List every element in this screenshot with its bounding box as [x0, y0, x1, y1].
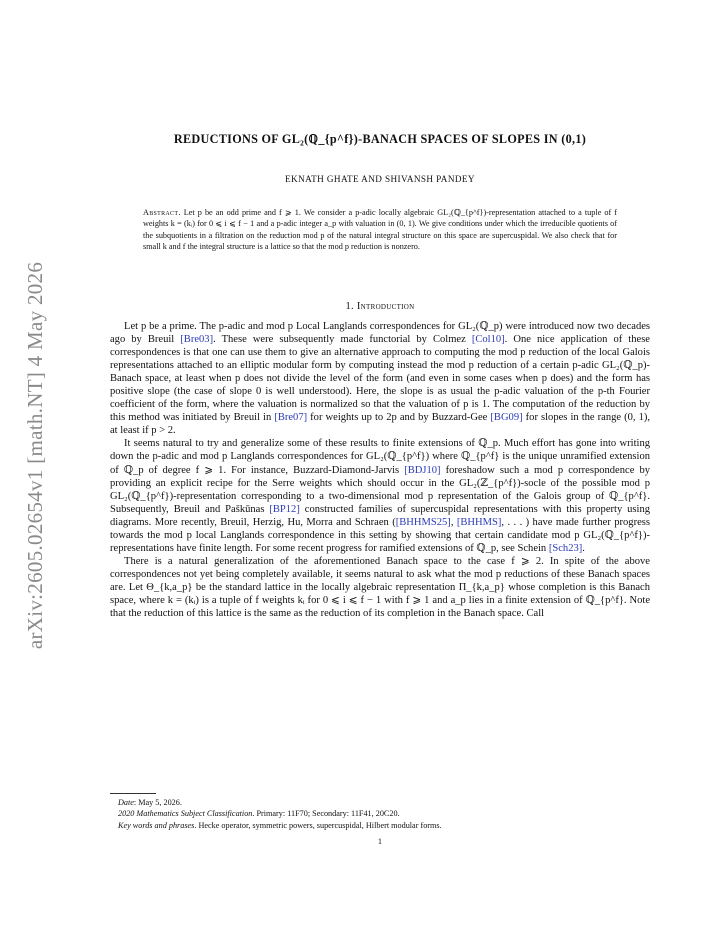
citation-link[interactable]: [BP12] — [269, 503, 300, 515]
citation-link[interactable]: [BHHMS25] — [395, 516, 451, 528]
footnote-line — [110, 808, 650, 819]
abstract — [143, 207, 617, 252]
footnote-text: : May 5, 2026. — [133, 798, 182, 807]
section-heading-introduction: 1. Introduction — [345, 301, 415, 312]
citation-link[interactable]: [Sch23] — [548, 542, 583, 554]
arxiv-identifier-text: arXiv:2605.02654v1 [math.NT] 4 May 2026 — [23, 261, 48, 649]
introduction-paragraph — [110, 555, 650, 620]
paragraph-text: constructed families of supercuspidal representations with this property using diagrams. More recently, Breuil, Herzig, Hu, Morra and Schraen ( — [110, 503, 650, 528]
page-number: 1 — [377, 837, 383, 846]
citation-link[interactable]: [Col10] — [471, 334, 505, 346]
abstract-text: Let p be an odd prime and f ⩾ 1. We consider a p-adic locally algebraic GL₂(ℚ_{p^f})-representation attached to a tuple of f weights k = (kᵢ) for 0 ⩽ i ⩽ f − 1 and a p-adic integer a_p with valuation in (0, 1). We give conditions under which the irreducible quotients of the subquotients in a filtration on the reduction mod p of the natural integral structure on this space are supercuspidal. We also check that for small k and f the integral structure is a lattice so that the mod p reduction is nonzero. — [143, 208, 617, 251]
paragraph-text: , . . . ) have made further progress towards the mod p local Langlands correspondence in this setting by showing that certain candidate mod p GL₂(ℚ_{p^f})-representations have finite length. For some recent progress for ramified extensions of ℚ_p, see Schein — [110, 516, 650, 554]
citation-link[interactable]: [BHHMS] — [456, 516, 502, 528]
paragraph-text: foreshadow such a mod p correspondence by providing an explicit recipe for the Serre weights which should occur in the GL₂(ℤ_{p^f})-socle of the possible mod p GL₂(ℚ_{p^f})-representation corresponding to a two-dimensional mod p representation of the Galois group of ℚ_{p^f}. Subsequently, Breuil and Paškūnas — [110, 464, 650, 515]
footnote-label: Date — [118, 798, 134, 807]
paper-authors: EKNATH GHATE AND SHIVANSH PANDEY — [285, 174, 475, 184]
paragraph-text: , — [450, 516, 457, 528]
paragraph-text: . — [582, 542, 585, 554]
paragraph-text: for weights up to 2p and by Buzzard-Gee — [307, 412, 491, 424]
paragraph-text: . These were subsequently made functorial by Colmez — [213, 334, 472, 346]
footnote-divider — [110, 793, 156, 794]
paragraph-text: It seems natural to try and generalize some of these results to finite extensions of ℚ_p. Much effort has gone into writing down the p-adic and mod p Langlands correspondences for GL₂(ℚ_{p^f}) where ℚ_{p^f} is the unique unramified extension of ℚ_p of degree f ⩾ 1. For instance, Buzzard-Diamond-Jarvis — [110, 438, 650, 476]
footnote-label: 2020 Mathematics Subject Classification — [118, 809, 253, 819]
introduction-paragraph — [110, 320, 650, 437]
paragraph-text: for slopes in the range (0, 1), at least if p > 2. — [110, 412, 650, 437]
footnotes — [110, 797, 650, 831]
footnote-label: Key words and phrases — [118, 820, 195, 830]
citation-link[interactable]: [Bre03] — [180, 334, 214, 346]
footnote-line — [110, 820, 650, 831]
introduction-body — [110, 320, 650, 620]
paragraph-text: . One nice application of these correspondences is that one can use them to give an alternative approach to computing the mod p reduction of the local Galois representations attached to an elliptic modular form by computing instead the mod p reduction of a certain p-adic GL₂(ℚ_p)-Banach space, at least when p does not divide the level of the form (and even in some cases when p does) and the form has positive slope (the case of slope 0 is well understood). Here, the slope is as usual the p-adic valuation of the p-th Fourier coefficient of the form, where the valuation is normalized so that the valuation of p is 1. The computation of the reduction by this method was initiated by Breuil in — [110, 334, 650, 424]
introduction-paragraph — [110, 437, 650, 554]
paragraph-text: There is a natural generalization of the aforementioned Banach space to the case f ⩾ 2. In spite of the above correspondences not yet being completely available, it seems natural to ask what the mod p reductions of these Banach spaces are. Let Θ_{k,a_p} be the standard lattice in the locally algebraic representation Π_{k,a_p} whose completion is this Banach space, where k = (kᵢ) is a tuple of f weights kᵢ for 0 ⩽ i ⩽ f − 1 with f ⩾ 1 and a_p lies in a finite extension of ℚ_{p^f}. Note that the reduction of this lattice is the same as the reduction of its completion in the Banach space. Call — [110, 555, 650, 620]
citation-link[interactable]: [BDJ10] — [404, 464, 441, 476]
paper-title: REDUCTIONS OF GL₂(ℚ_{p^f})-BANACH SPACES OF SLOPES IN (0,1) — [173, 132, 587, 146]
footnote-text: . Hecke operator, symmetric powers, supercuspidal, Hilbert modular forms. — [194, 820, 442, 830]
footnote-line — [110, 797, 650, 808]
citation-link[interactable]: [Bre07] — [274, 412, 308, 424]
citation-link[interactable]: [BG09] — [490, 412, 523, 424]
paragraph-text: Let p be a prime. The p-adic and mod p Local Langlands correspondences for GL₂(ℚ_p) were introduced now two decades ago by Breuil — [110, 321, 650, 346]
abstract-label: Abstract. — [143, 208, 181, 217]
footnote-text: . Primary: 11F70; Secondary: 11F41, 20C20. — [252, 809, 400, 819]
arxiv-identifier-stamp — [14, 230, 58, 680]
